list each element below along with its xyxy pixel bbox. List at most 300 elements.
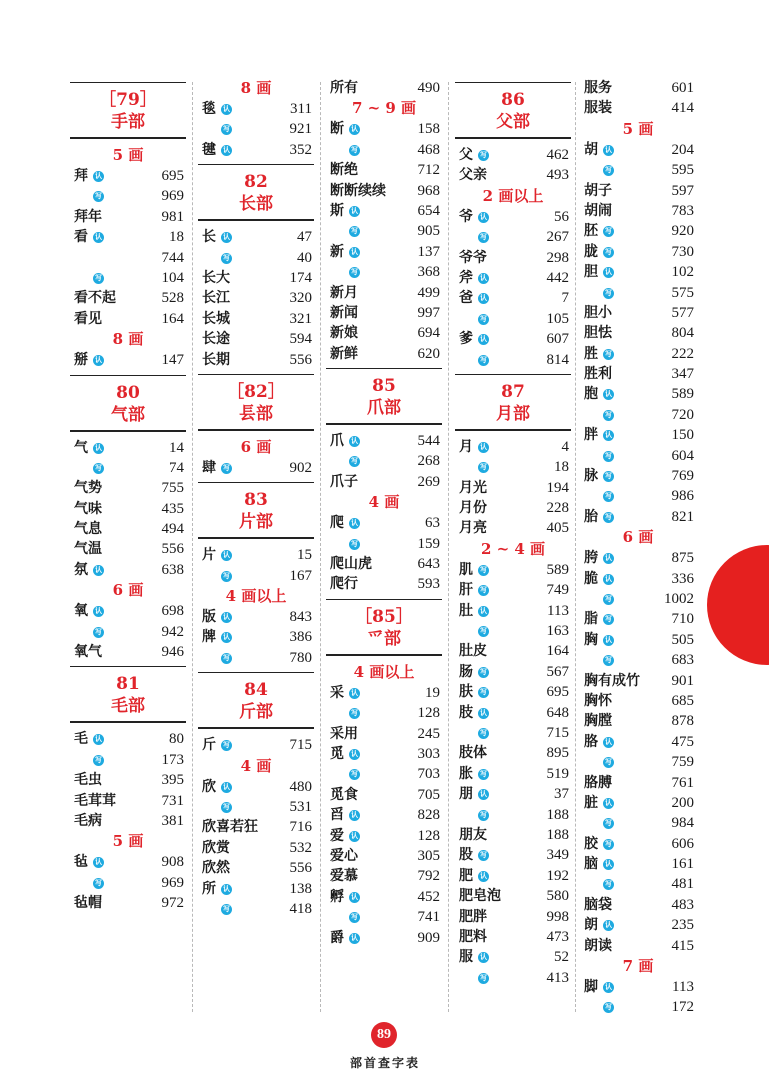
- radical-heading: [198, 482, 314, 539]
- radical-number: 87: [501, 381, 525, 402]
- index-entry: [580, 936, 696, 956]
- entry-page-number: 749: [546, 582, 569, 599]
- entry-character: 脂: [584, 611, 598, 628]
- red-tab-marker: [707, 545, 769, 665]
- entry-page-number: 594: [289, 331, 312, 348]
- entry-page-number: 113: [547, 602, 569, 619]
- entry-page-number: 418: [289, 900, 312, 917]
- index-entry: [580, 98, 696, 118]
- index-entry: [580, 486, 696, 506]
- entry-character: 长: [202, 229, 216, 246]
- entry-character: 毡帽: [74, 895, 102, 912]
- write-badge-icon: 写: [605, 288, 612, 297]
- entry-page-number: 715: [289, 737, 312, 754]
- index-entry: [198, 350, 314, 370]
- entry-character: 氧: [74, 603, 88, 620]
- entry-page-number: 544: [417, 433, 440, 450]
- index-entry: [70, 873, 186, 893]
- entry-character: 胜利: [584, 366, 612, 383]
- entry-character: 片: [202, 547, 216, 564]
- recognize-badge-icon: 认: [605, 921, 612, 930]
- index-entry: [70, 207, 186, 227]
- write-badge-icon: 写: [95, 463, 102, 472]
- stroke-count-heading: 4 画: [240, 756, 272, 775]
- entry-character: 月光: [459, 479, 487, 496]
- write-badge-icon: 写: [480, 810, 487, 819]
- write-badge-icon: 写: [223, 741, 230, 750]
- entry-page-number: 435: [161, 500, 184, 517]
- entry-character: 牌: [202, 629, 216, 646]
- entry-page-number: 267: [546, 229, 569, 246]
- write-badge-icon: 写: [95, 273, 102, 282]
- recognize-badge-icon: 认: [480, 273, 487, 282]
- entry-page-number: 222: [671, 345, 694, 362]
- index-column: [455, 78, 571, 988]
- entry-page-number: 413: [546, 969, 569, 986]
- recognize-badge-icon: 认: [480, 212, 487, 221]
- entry-character: 版: [202, 609, 216, 626]
- entry-page-number: 648: [546, 704, 569, 721]
- radical-heading: [70, 666, 186, 723]
- index-entry: [198, 607, 314, 627]
- entry-character: 服务: [584, 80, 612, 96]
- entry-page-number: 40: [297, 249, 312, 266]
- index-entry: [580, 997, 696, 1017]
- entry-page-number: 703: [417, 766, 440, 783]
- entry-character: 胎: [584, 508, 598, 525]
- entry-page-number: 47: [297, 229, 312, 246]
- entry-page-number: 163: [546, 623, 569, 640]
- entry-character: 股: [459, 847, 473, 864]
- entry-character: 胆怯: [584, 325, 612, 342]
- radical-heading: [70, 375, 186, 432]
- recognize-badge-icon: 认: [95, 735, 102, 744]
- entry-page-number: 968: [417, 182, 440, 199]
- write-badge-icon: 写: [605, 656, 612, 665]
- entry-page-number: 188: [546, 806, 569, 823]
- entry-page-number: 137: [417, 243, 440, 260]
- write-badge-icon: 写: [223, 571, 230, 580]
- entry-page-number: 946: [161, 644, 184, 661]
- entry-character: 胳膊: [584, 774, 612, 791]
- index-entry: [455, 825, 571, 845]
- index-entry: [70, 852, 186, 872]
- entry-character: 新月: [330, 284, 358, 301]
- index-entry: [580, 283, 696, 303]
- index-entry: [580, 548, 696, 568]
- entry-page-number: 769: [671, 468, 694, 485]
- index-entry: [580, 242, 696, 262]
- index-entry: [580, 650, 696, 670]
- recognize-badge-icon: 认: [480, 871, 487, 880]
- write-badge-icon: 写: [605, 880, 612, 889]
- recognize-badge-icon: 认: [605, 983, 612, 992]
- entry-page-number: 113: [672, 979, 694, 996]
- entry-character: 脉: [584, 468, 598, 485]
- entry-page-number: 188: [546, 826, 569, 843]
- entry-character: 胖: [584, 427, 598, 444]
- radical-heading: [455, 374, 571, 431]
- entry-character: 爱: [330, 827, 344, 844]
- entry-page-number: 972: [161, 895, 184, 912]
- entry-page-number: 368: [417, 264, 440, 281]
- stroke-count-heading: 7 ~ 9 画: [351, 99, 417, 118]
- index-entry: [326, 866, 442, 886]
- entry-character: 父: [459, 147, 473, 163]
- entry-page-number: 755: [161, 480, 184, 497]
- radical-heading: [198, 374, 314, 431]
- entry-character: 欣喜若狂: [202, 819, 258, 836]
- entry-page-number: 695: [161, 168, 184, 184]
- recognize-badge-icon: 认: [605, 554, 612, 563]
- write-badge-icon: 写: [480, 586, 487, 595]
- entry-page-number: 105: [546, 310, 569, 327]
- entry-page-number: 194: [546, 479, 569, 496]
- entry-character: 胜: [584, 345, 598, 362]
- index-entry: [198, 458, 314, 478]
- entry-character: 长城: [202, 310, 230, 327]
- index-entry: [455, 662, 571, 682]
- entry-page-number: 878: [671, 713, 694, 730]
- entry-character: 胆: [584, 264, 598, 281]
- column-separator: [320, 82, 321, 1012]
- index-entry: [580, 466, 696, 486]
- index-entry: [70, 248, 186, 268]
- entry-page-number: 505: [671, 631, 694, 648]
- index-entry: [198, 838, 314, 858]
- entry-page-number: 969: [161, 874, 184, 891]
- entry-page-number: 556: [289, 351, 312, 368]
- radical-heading: [70, 82, 186, 139]
- write-badge-icon: 写: [605, 819, 612, 828]
- entry-page-number: 532: [289, 839, 312, 856]
- index-entry: [580, 589, 696, 609]
- entry-page-number: 715: [546, 724, 569, 741]
- index-entry: [580, 569, 696, 589]
- index-entry: [580, 201, 696, 221]
- entry-character: 胡: [584, 141, 598, 158]
- index-column: [198, 78, 314, 919]
- entry-character: 肥: [459, 867, 473, 884]
- radical-name: 片部: [239, 512, 273, 533]
- entry-page-number: 685: [671, 692, 694, 709]
- entry-page-number: 102: [671, 264, 694, 281]
- entry-character: 胸: [584, 631, 598, 648]
- index-entry: [455, 457, 571, 477]
- entry-character: 肠: [459, 663, 473, 680]
- entry-page-number: 589: [671, 386, 694, 403]
- entry-page-number: 597: [671, 182, 694, 199]
- index-entry: [198, 545, 314, 565]
- entry-page-number: 336: [671, 570, 694, 587]
- recognize-badge-icon: 认: [480, 442, 487, 451]
- entry-page-number: 74: [169, 459, 184, 476]
- entry-character: 所有: [330, 80, 358, 96]
- radical-number: 81: [116, 674, 140, 695]
- entry-page-number: 744: [161, 249, 184, 266]
- entry-page-number: 604: [671, 447, 694, 464]
- entry-page-number: 128: [417, 827, 440, 844]
- index-entry: [326, 887, 442, 907]
- index-entry: [580, 78, 696, 98]
- entry-character: 舀: [330, 807, 344, 824]
- index-entry: [198, 329, 314, 349]
- entry-character: 月份: [459, 500, 487, 517]
- index-entry: [326, 764, 442, 784]
- recognize-badge-icon: 认: [605, 635, 612, 644]
- entry-page-number: 875: [671, 550, 694, 567]
- index-entry: [198, 817, 314, 837]
- entry-character: 爸: [459, 290, 473, 307]
- entry-page-number: 695: [546, 684, 569, 701]
- recognize-badge-icon: 认: [605, 860, 612, 869]
- entry-character: 爪子: [330, 473, 358, 490]
- write-badge-icon: 写: [223, 803, 230, 812]
- entry-page-number: 138: [289, 880, 312, 897]
- recognize-badge-icon: 认: [480, 790, 487, 799]
- index-entry: [455, 498, 571, 518]
- entry-character: 胧: [584, 243, 598, 260]
- write-badge-icon: 写: [605, 839, 612, 848]
- entry-page-number: 164: [161, 310, 184, 327]
- write-badge-icon: 写: [605, 615, 612, 624]
- index-entry: [70, 458, 186, 478]
- recognize-badge-icon: 认: [223, 145, 230, 154]
- index-column: [326, 78, 442, 948]
- stroke-count-heading: 2 ~ 4 画: [480, 539, 546, 558]
- recognize-badge-icon: 认: [351, 437, 358, 446]
- index-entry: [326, 744, 442, 764]
- index-entry: [580, 977, 696, 997]
- radical-name: 斤部: [239, 702, 273, 723]
- entry-page-number: 235: [671, 917, 694, 934]
- index-entry: [198, 899, 314, 919]
- index-entry: [70, 478, 186, 498]
- column-separator: [192, 82, 193, 1012]
- entry-page-number: 18: [554, 459, 569, 476]
- entry-character: 新闻: [330, 304, 358, 321]
- entry-character: 月: [459, 438, 473, 455]
- stroke-count-heading: 5 画: [112, 832, 144, 851]
- write-badge-icon: 写: [480, 355, 487, 364]
- entry-page-number: 395: [161, 772, 184, 789]
- entry-character: 觅: [330, 745, 344, 762]
- index-entry: [580, 364, 696, 384]
- entry-page-number: 1002: [664, 590, 694, 607]
- entry-page-number: 4: [561, 438, 569, 455]
- index-entry: [580, 895, 696, 915]
- index-entry: [326, 451, 442, 471]
- entry-character: 肢体: [459, 745, 487, 762]
- radical-number: ［79］: [99, 90, 157, 110]
- index-entry: [326, 303, 442, 323]
- index-entry: [580, 915, 696, 935]
- entry-page-number: 164: [546, 643, 569, 660]
- write-badge-icon: 写: [480, 973, 487, 982]
- write-badge-icon: 写: [95, 878, 102, 887]
- write-badge-icon: 写: [480, 769, 487, 778]
- write-badge-icon: 写: [480, 233, 487, 242]
- index-entry: [70, 539, 186, 559]
- entry-character: 爹: [459, 331, 473, 348]
- index-entry: [70, 791, 186, 811]
- recognize-badge-icon: 认: [95, 233, 102, 242]
- index-entry: [580, 854, 696, 874]
- index-entry: [580, 425, 696, 445]
- index-entry: [198, 735, 314, 755]
- index-entry: [455, 641, 571, 661]
- index-entry: [326, 513, 442, 533]
- write-badge-icon: 写: [605, 227, 612, 236]
- write-badge-icon: 写: [95, 755, 102, 764]
- recognize-badge-icon: 认: [223, 105, 230, 113]
- recognize-badge-icon: 认: [95, 565, 102, 574]
- entry-page-number: 18: [169, 229, 184, 246]
- index-entry: [70, 750, 186, 770]
- index-entry: [198, 119, 314, 139]
- index-entry: [70, 166, 186, 186]
- index-entry: [455, 947, 571, 967]
- entry-page-number: 159: [417, 535, 440, 552]
- entry-character: 氛: [74, 561, 88, 578]
- entry-character: 拜: [74, 168, 88, 184]
- entry-character: 胸怀: [584, 692, 612, 709]
- entry-character: 肝: [459, 582, 473, 599]
- index-entry: [455, 288, 571, 308]
- write-badge-icon: 写: [480, 151, 487, 159]
- write-badge-icon: 写: [605, 512, 612, 521]
- index-entry: [326, 78, 442, 98]
- entry-page-number: 405: [546, 520, 569, 537]
- entry-page-number: 556: [289, 860, 312, 877]
- index-entry: [70, 268, 186, 288]
- entry-page-number: 984: [671, 815, 694, 832]
- index-entry: [326, 534, 442, 554]
- write-badge-icon: 写: [605, 247, 612, 256]
- write-badge-icon: 写: [223, 463, 230, 472]
- entry-page-number: 462: [546, 147, 569, 163]
- index-entry: [326, 846, 442, 866]
- recognize-badge-icon: 认: [605, 268, 612, 277]
- stroke-count-heading: 7 画: [622, 957, 654, 976]
- entry-character: 脆: [584, 570, 598, 587]
- entry-character: 脚: [584, 979, 598, 996]
- index-entry: [455, 927, 571, 947]
- index-entry: [70, 642, 186, 662]
- entry-character: 欣然: [202, 860, 230, 877]
- entry-page-number: 814: [546, 351, 569, 368]
- entry-page-number: 920: [671, 223, 694, 240]
- stroke-count-heading: 2 画以上: [482, 186, 544, 205]
- index-entry: [455, 437, 571, 457]
- index-entry: [326, 140, 442, 160]
- recognize-badge-icon: 认: [480, 606, 487, 615]
- entry-character: 采用: [330, 725, 358, 742]
- write-badge-icon: 写: [605, 594, 612, 603]
- entry-page-number: 468: [417, 141, 440, 158]
- index-entry: [326, 201, 442, 221]
- index-entry: [198, 627, 314, 647]
- entry-character: 长大: [202, 269, 230, 286]
- recognize-badge-icon: 认: [480, 953, 487, 962]
- recognize-badge-icon: 认: [605, 431, 612, 440]
- entry-page-number: 828: [417, 807, 440, 824]
- index-entry: [580, 691, 696, 711]
- entry-character: 毛茸茸: [74, 792, 116, 809]
- entry-character: 胸有成竹: [584, 672, 640, 689]
- entry-character: 爪: [330, 433, 344, 450]
- entry-character: 掰: [74, 352, 88, 369]
- index-entry: [455, 621, 571, 641]
- recognize-badge-icon: 认: [95, 607, 102, 616]
- entry-character: 新: [330, 243, 344, 260]
- entry-page-number: 321: [289, 310, 312, 327]
- index-entry: [198, 288, 314, 308]
- recognize-badge-icon: 认: [223, 551, 230, 560]
- index-entry: [326, 785, 442, 805]
- write-badge-icon: 写: [351, 770, 358, 779]
- entry-page-number: 347: [671, 366, 694, 383]
- entry-page-number: 475: [671, 733, 694, 750]
- index-entry: [326, 805, 442, 825]
- index-entry: [580, 507, 696, 527]
- radical-number: 83: [244, 490, 268, 511]
- index-entry: [455, 227, 571, 247]
- page-number: 89: [371, 1022, 397, 1048]
- index-entry: [455, 866, 571, 886]
- index-entry: [455, 723, 571, 743]
- radical-heading: [198, 672, 314, 729]
- entry-character: 朋友: [459, 826, 487, 843]
- index-entry: [326, 554, 442, 574]
- entry-page-number: 783: [671, 202, 694, 219]
- entry-character: 朗读: [584, 937, 612, 954]
- write-badge-icon: 写: [351, 709, 358, 718]
- index-entry: [455, 518, 571, 538]
- entry-character: 毛: [74, 731, 88, 748]
- entry-character: 脑: [584, 856, 598, 873]
- entry-page-number: 580: [546, 888, 569, 905]
- write-badge-icon: 写: [223, 904, 230, 913]
- entry-character: 新娘: [330, 325, 358, 342]
- entry-page-number: 901: [671, 672, 694, 689]
- entry-character: 长途: [202, 331, 230, 348]
- entry-character: 肤: [459, 684, 473, 701]
- recognize-badge-icon: 认: [605, 798, 612, 807]
- index-page: [70, 78, 700, 1016]
- entry-page-number: 228: [546, 500, 569, 517]
- index-entry: [326, 119, 442, 139]
- entry-page-number: 499: [417, 284, 440, 301]
- radical-name: 长部: [239, 194, 273, 215]
- entry-page-number: 601: [671, 80, 694, 96]
- entry-page-number: 63: [425, 515, 440, 532]
- entry-page-number: 969: [161, 188, 184, 205]
- write-badge-icon: 写: [223, 253, 230, 262]
- recognize-badge-icon: 认: [605, 145, 612, 154]
- entry-page-number: 305: [417, 847, 440, 864]
- entry-page-number: 80: [169, 731, 184, 748]
- entry-character: 胀: [459, 765, 473, 782]
- index-entry: [326, 283, 442, 303]
- entry-page-number: 567: [546, 663, 569, 680]
- radical-name: 气部: [111, 404, 145, 425]
- entry-page-number: 694: [417, 325, 440, 342]
- index-entry: [198, 227, 314, 247]
- entry-page-number: 620: [417, 345, 440, 362]
- entry-character: 爷爷: [459, 249, 487, 266]
- recognize-badge-icon: 认: [351, 892, 358, 901]
